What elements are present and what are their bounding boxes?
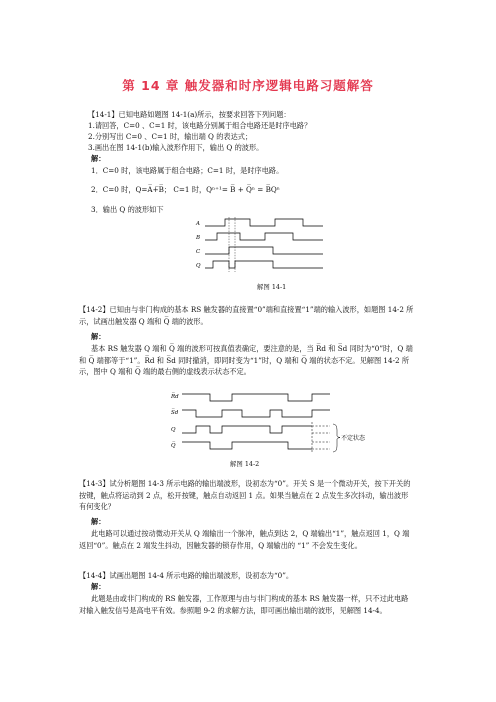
waveform-14-1 — [195, 216, 330, 278]
wave-label-q: Q — [171, 427, 176, 433]
problem-14-2-question: 【14-2】已知由与非门构成的基本 RS 触发器的直接置“0”端和直接置“1”端的输入波形，如题图 14-2 所示，试画出触发器 Q 端和 Q̅ 端的波形。 — [79, 305, 414, 326]
problem-14-3-answer: 此电路可以通过按动微动开关从 Q 端输出一个脉冲，触点到达 2，Q 端输出“1”，触点返回 1，Q 端返回“0”。触点在 2 端发生抖动，因触发器的锁存作用，Q 端输出的 “1” 不会发生变化。 — [79, 529, 410, 550]
wave-label-c: C — [196, 249, 201, 255]
problem-14-1-question: 【14-1】已知电路如题图 14-1(a)所示，按要求回答下列问题： — [88, 110, 291, 119]
problem-14-4-answer: 此题是由或非门构成的 RS 触发器，工作原理与由与非门构成的基本 RS 触发器一样，只不过此电路对输入触发信号是高电平有效。参照题 9-2 的求解方法，即可画出输出端的波形，见解图 14-4。 — [79, 594, 409, 615]
solution-label: 解： — [91, 332, 106, 341]
solution-label: 解： — [91, 154, 106, 163]
answer-2: 2．C=0 时，Q=A̅+̅B̅； C=1 时，Qⁿ⁺¹= B̅ + Q̅ⁿ = B̅Qⁿ — [91, 185, 280, 194]
solution-label: 解： — [91, 582, 106, 591]
problem-14-4-question: 【14-4】试画出题图 14-4 所示电路的输出端波形，设初态为“0”。 — [79, 571, 294, 580]
solution-label: 解： — [91, 517, 106, 526]
wave-label-qbar: Q̅ — [171, 443, 176, 449]
waveform-14-2 — [170, 390, 370, 458]
figure-caption-14-1: 解图 14-1 — [257, 283, 287, 291]
problem-14-1-q1: 1.请回答，C=0 、C=1 时，该电路分别属于组合电路还是时序电路？ — [88, 121, 312, 130]
problem-14-1-q3: 3.画出在图 14-1(b)输入波形作用下，输出 Q 的波形。 — [88, 143, 264, 152]
answer-3: 3．输出 Q 的波形如下 — [91, 205, 164, 214]
problem-14-3-question: 【14-3】试分析题图 14-3 所示电路的输出端波形，设初态为“0”。开关 S 是一个微动开关，按下开关的按键，触点将运动到 2 点，松开按键，触点自动返回 1 点。如果当触点在 2 点发生多次抖动，输出波形有何变化？ — [79, 479, 411, 511]
problem-14-1-q2: 2.分别写出 C=0 、C=1 时，输出端 Q 的表达式； — [88, 132, 253, 141]
problem-14-2-answer: 基本 RS 触发器 Q 端和 Q̅ 端的波形可按真值表确定，要注意的是，当 R̅d 和 S̅d 同时为“0”时，Q 端和 Q̅ 端都等于“1”。R̅d 和 S̅d 同时撤消，即同时变为“1”时，Q 端和 Q̅ 端的状态不定。见解图 14-2 所示，图中 Q 端和 Q̅ 端的最右侧的虚线表示状态不定。 — [79, 344, 413, 376]
wave-label-q: Q — [196, 263, 201, 269]
chapter-title: 第 14 章 触发器和时序逻辑电路习题解答 — [122, 78, 374, 93]
figure-caption-14-2: 解图 14-2 — [230, 460, 260, 468]
wave-label-b: B — [196, 235, 201, 241]
answer-1: 1．C=0 时，该电路属于组合电路；C=1 时，是时序电路。 — [91, 166, 284, 175]
wave-label-a: A — [196, 221, 200, 227]
wave-label-sd: S̅d — [171, 410, 179, 416]
undefined-state-label: 不定状态 — [341, 435, 366, 442]
wave-label-rd: R̅d — [171, 394, 179, 400]
